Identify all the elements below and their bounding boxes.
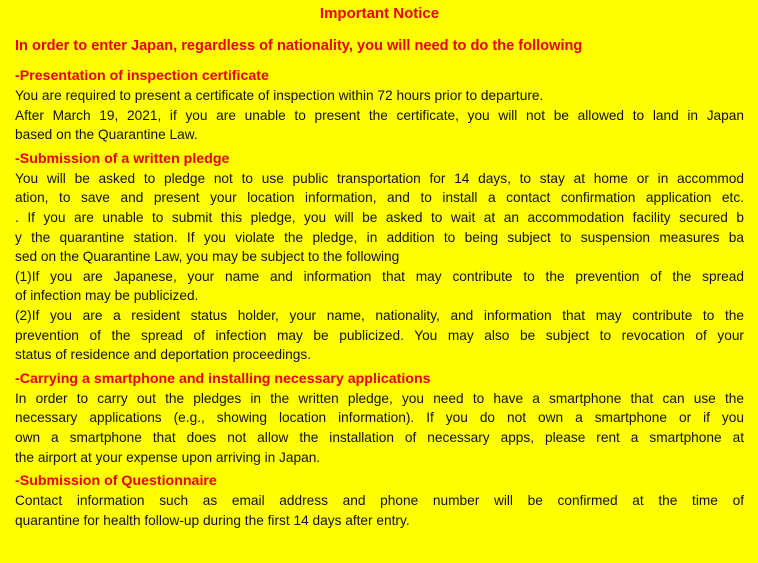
notice-title: Important Notice bbox=[319, 5, 440, 22]
section-written-pledge bbox=[15, 149, 744, 365]
section-line: necessary applications (e.g., showing location information). If you do not own a smartphone or if you bbox=[15, 410, 744, 426]
section-line: (2)If you are a resident status holder, your name, nationality, and information that may contribute to the bbox=[15, 307, 744, 323]
section-line: the airport at your expense upon arriving in Japan. bbox=[15, 449, 321, 465]
notice-intro: In order to enter Japan, regardless of nationality, you will need to do the following bbox=[15, 38, 583, 54]
section-smartphone bbox=[15, 369, 744, 467]
section-line: status of residence and deportation proceedings. bbox=[15, 347, 311, 363]
section-line: of infection may be publicized. bbox=[15, 288, 199, 304]
section-line: quarantine for health follow-up during the first 14 days after entry. bbox=[15, 512, 410, 528]
section-heading: -Carrying a smartphone and installing necessary applications bbox=[15, 370, 431, 387]
section-line: y the quarantine station. If you violate the pledge, in addition to being subject to suspension measures ba bbox=[15, 229, 744, 245]
section-line: based on the Quarantine Law. bbox=[15, 127, 198, 143]
section-line: (1)If you are Japanese, your name and information that may contribute to the prevention of the spread bbox=[15, 268, 744, 284]
section-heading: -Presentation of inspection certificate bbox=[15, 68, 269, 84]
section-line: Contact information such as email address and phone number will be confirmed at the time of bbox=[15, 493, 744, 509]
section-line: You will be asked to pledge not to use public transportation for 14 days, to stay at home or in accommod bbox=[15, 170, 744, 186]
section-line: You are required to present a certificate of inspection within 72 hours prior to departure. bbox=[15, 88, 544, 103]
section-line: In order to carry out the pledges in the written pledge, you need to have a smartphone that can use the bbox=[15, 390, 744, 406]
section-heading: -Submission of a written pledge bbox=[15, 150, 230, 167]
section-line: ation, to save and present your location information, and to install a contact confirmation application etc. bbox=[15, 190, 744, 206]
section-line: prevention of the spread of infection may be publicized. You may also be subject to revocation of your bbox=[15, 327, 744, 343]
section-questionnaire bbox=[15, 471, 744, 530]
section-heading: -Submission of Questionnaire bbox=[15, 473, 217, 490]
section-line: own a smartphone that does not allow the installation of necessary apps, please rent a smartphone at bbox=[15, 429, 744, 445]
section-line: . If you are unable to submit this pledge, you will be asked to wait at an accommodation facility secured b bbox=[15, 209, 744, 225]
section-line: sed on the Quarantine Law, you may be subject to the following bbox=[15, 249, 400, 265]
section-line: After March 19, 2021, if you are unable to present the certificate, you will not be allowed to land in Japan bbox=[15, 107, 744, 123]
section-inspection-certificate bbox=[15, 66, 744, 145]
